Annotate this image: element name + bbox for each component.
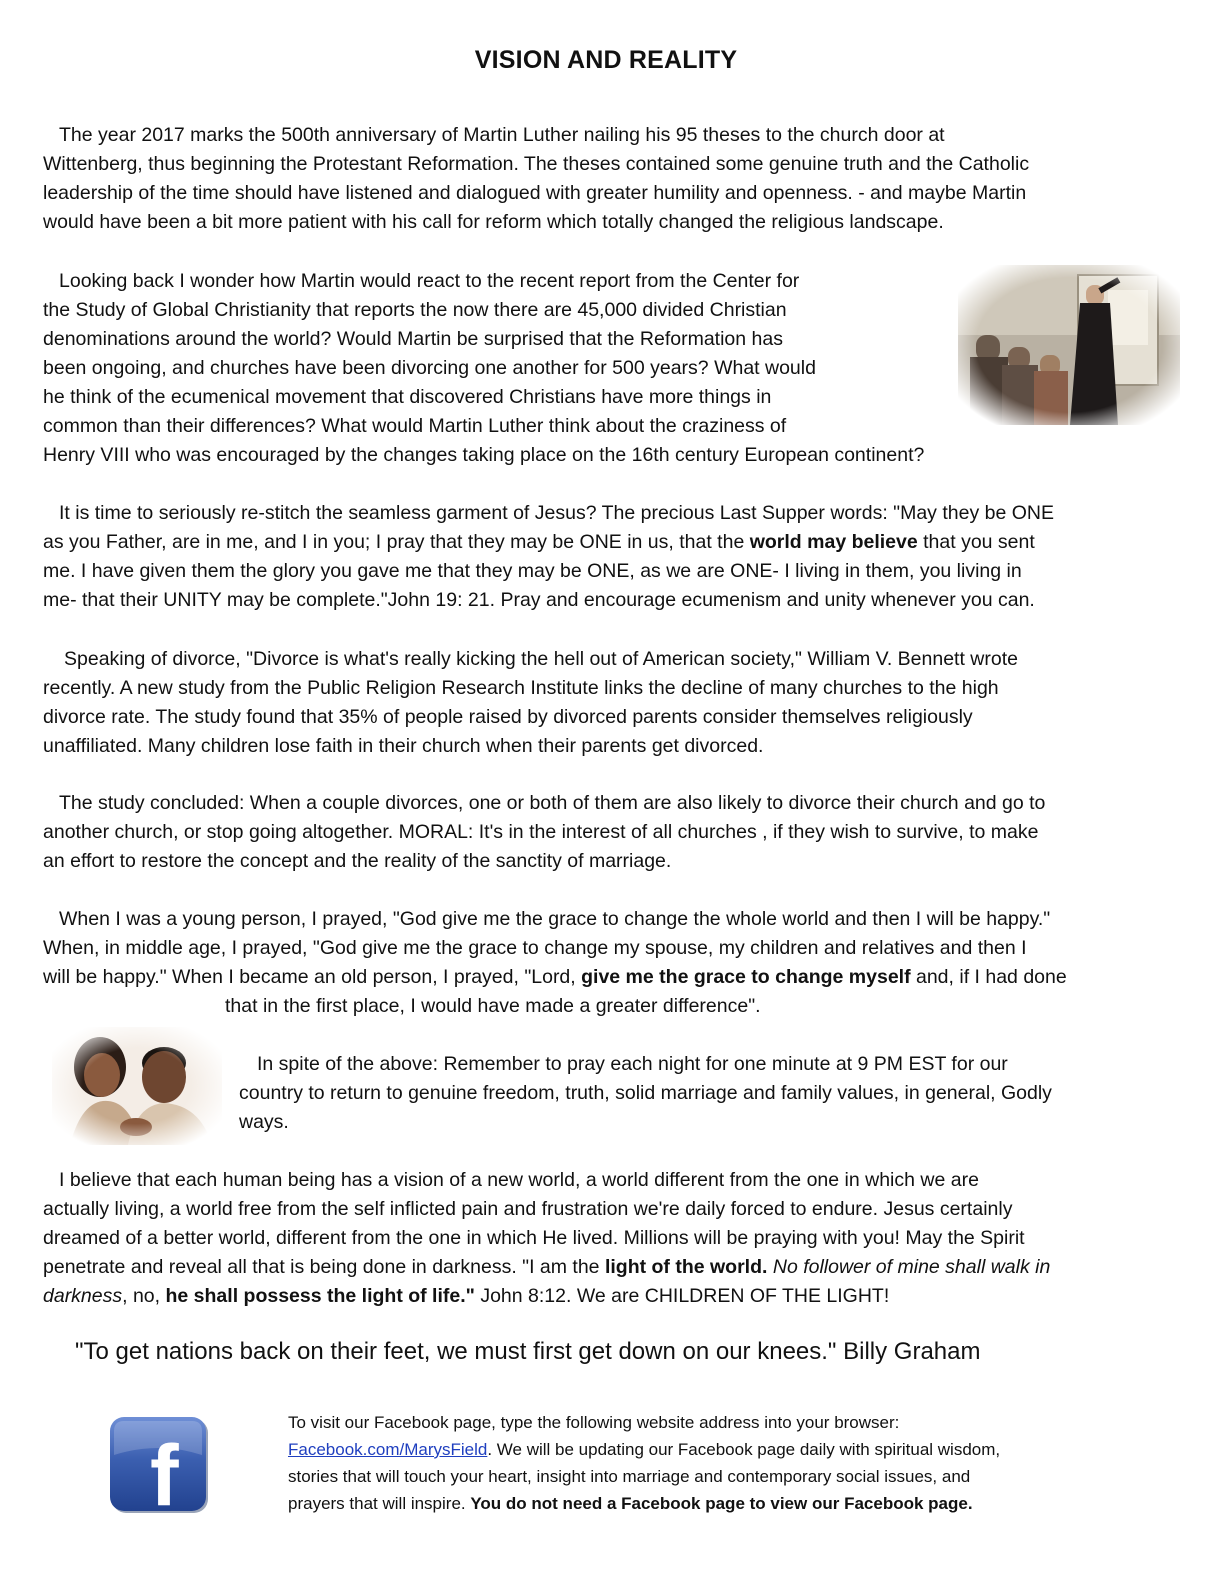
paragraph-unity	[43, 499, 1054, 615]
text-line: an effort to restore the concept and the reality of the sanctity of marriage.	[43, 850, 672, 872]
text-line: common than their differences? What would Martin Luther think about the craziness of	[43, 415, 787, 437]
paragraph-vision-new-world	[43, 1166, 1050, 1311]
text-line: prayers that will inspire. You do not need a Facebook page to view our Facebook page.	[288, 1494, 973, 1513]
paragraph-study-concluded	[43, 789, 1045, 876]
paragraph-divorce	[43, 645, 1018, 761]
text-line: Looking back I wonder how Martin would react to the recent report from the Center for	[59, 270, 800, 292]
text-line: penetrate and reveal all that is being done in darkness. "I am the light of the world. No follower of mine shall walk in	[43, 1256, 1051, 1278]
text-line: would have been a bit more patient with his call for reform which totally changed the religious landscape.	[43, 211, 944, 233]
couple-praying-illustration	[52, 1027, 222, 1145]
text-line: ways.	[239, 1111, 289, 1133]
text-line: denominations around the world? Would Martin be surprised that the Reformation has	[43, 328, 783, 350]
paragraph-divided-denominations	[43, 267, 924, 470]
text-line: will be happy." When I became an old person, I prayed, "Lord, give me the grace to change myself and, if I had done	[43, 966, 1067, 988]
text-line: he think of the ecumenical movement that discovered Christians have more things in	[43, 386, 772, 408]
paragraph-reformation	[43, 121, 1029, 237]
text-line: recently. A new study from the Public Religion Research Institute links the decline of many churches to the high	[43, 677, 999, 699]
text-line: Wittenberg, thus beginning the Protestant Reformation. The theses contained some genuine truth and the Catholic	[43, 153, 1030, 175]
text-line: actually living, a world free from the self inflicted pain and frustration we're daily forced to endure. Jesus certainly	[43, 1198, 1013, 1220]
text-line: When, in middle age, I prayed, "God give me the grace to change my spouse, my children and relatives and then I	[43, 937, 1027, 959]
emphasis-italic: No follower of mine shall walk in	[767, 1256, 1051, 1278]
text-line: me- that their UNITY may be complete."John 19: 21. Pray and encourage ecumenism and unity whenever you can.	[43, 589, 1035, 611]
text-line: Facebook.com/MarysField. We will be updating our Facebook page daily with spiritual wisdom,	[288, 1440, 1001, 1459]
text-line: stories that will touch your heart, insight into marriage and contemporary social issues, and	[288, 1467, 971, 1486]
emphasis-light-of-life: he shall possess the light of life."	[165, 1285, 475, 1307]
text-line: that in the first place, I would have made a greater difference".	[225, 995, 761, 1017]
text-line: me. I have given them the glory you gave me that they may be ONE, as we are ONE- I living in them, you living in	[43, 560, 1022, 582]
page-title: VISION AND REALITY	[474, 46, 738, 74]
text-line: Speaking of divorce, "Divorce is what's really kicking the hell out of American society," William V. Bennett wrote	[64, 648, 1018, 670]
text-line: unaffiliated. Many children lose faith in their church when their parents get divorced.	[43, 735, 764, 757]
facebook-icon-letter: f	[150, 1428, 179, 1519]
emphasis-no-facebook-needed: You do not need a Facebook page to view our Facebook page.	[470, 1494, 973, 1513]
text-line: been ongoing, and churches have been divorcing one another for 500 years? What would	[43, 357, 816, 379]
text-line: another church, or stop going altogether. MORAL: It's in the interest of all churches , if they wish to survive, to make	[43, 821, 1039, 843]
emphasis-world-may-believe: world may believe	[749, 531, 918, 553]
text-line: darkness, no, he shall possess the light of life." John 8:12. We are CHILDREN OF THE LIGHT!	[43, 1285, 890, 1307]
text-line: The year 2017 marks the 500th anniversary of Martin Luther nailing his 95 theses to the church door at	[59, 124, 945, 146]
text-line: divorce rate. The study found that 35% of people raised by divorced parents consider themselves religiously	[43, 706, 973, 728]
text-line: In spite of the above: Remember to pray each night for one minute at 9 PM EST for our	[257, 1053, 1008, 1075]
paragraph-prayer-change	[43, 905, 1067, 1021]
text-line: I believe that each human being has a vision of a new world, a world different from the one in which we are	[59, 1169, 979, 1191]
paragraph-pray-9pm	[239, 1050, 1052, 1137]
text-line: When I was a young person, I prayed, "God give me the grace to change the whole world and then I will be happy."	[59, 908, 1051, 930]
text-line: country to return to genuine freedom, truth, solid marriage and family values, in general, Godly	[239, 1082, 1052, 1104]
emphasis-change-myself: give me the grace to change myself	[581, 966, 911, 988]
text-line: It is time to seriously re-stitch the seamless garment of Jesus? The precious Last Supper words: "May they be ONE	[59, 502, 1054, 524]
text-line: The study concluded: When a couple divorces, one or both of them are also likely to divorce their church and go to	[59, 792, 1046, 814]
billy-graham-quote: "To get nations back on their feet, we must first get down on our knees." Billy Graham	[75, 1338, 981, 1365]
text-line: as you Father, are in me, and I in you; I pray that they may be ONE in us, that the world may believe that you sent	[43, 531, 1035, 553]
text-line: dreamed of a better world, different from the one in which He lived. Millions will be praying with you! May the Spirit	[43, 1227, 1025, 1249]
text-line: the Study of Global Christianity that reports the now there are 45,000 divided Christian	[43, 299, 787, 321]
text-line: To visit our Facebook page, type the following website address into your browser:	[288, 1413, 900, 1432]
text-line: Henry VIII who was encouraged by the changes taking place on the 16th century European continent?	[43, 444, 925, 466]
facebook-icon[interactable]	[108, 1415, 214, 1519]
facebook-link[interactable]: Facebook.com/MarysField	[288, 1440, 488, 1459]
emphasis-light-of-world: light of the world.	[604, 1256, 768, 1278]
text-line: leadership of the time should have listened and dialogued with greater humility and openness. - and maybe Martin	[43, 182, 1027, 204]
luther-theses-illustration	[958, 265, 1180, 425]
facebook-info	[288, 1409, 1000, 1517]
